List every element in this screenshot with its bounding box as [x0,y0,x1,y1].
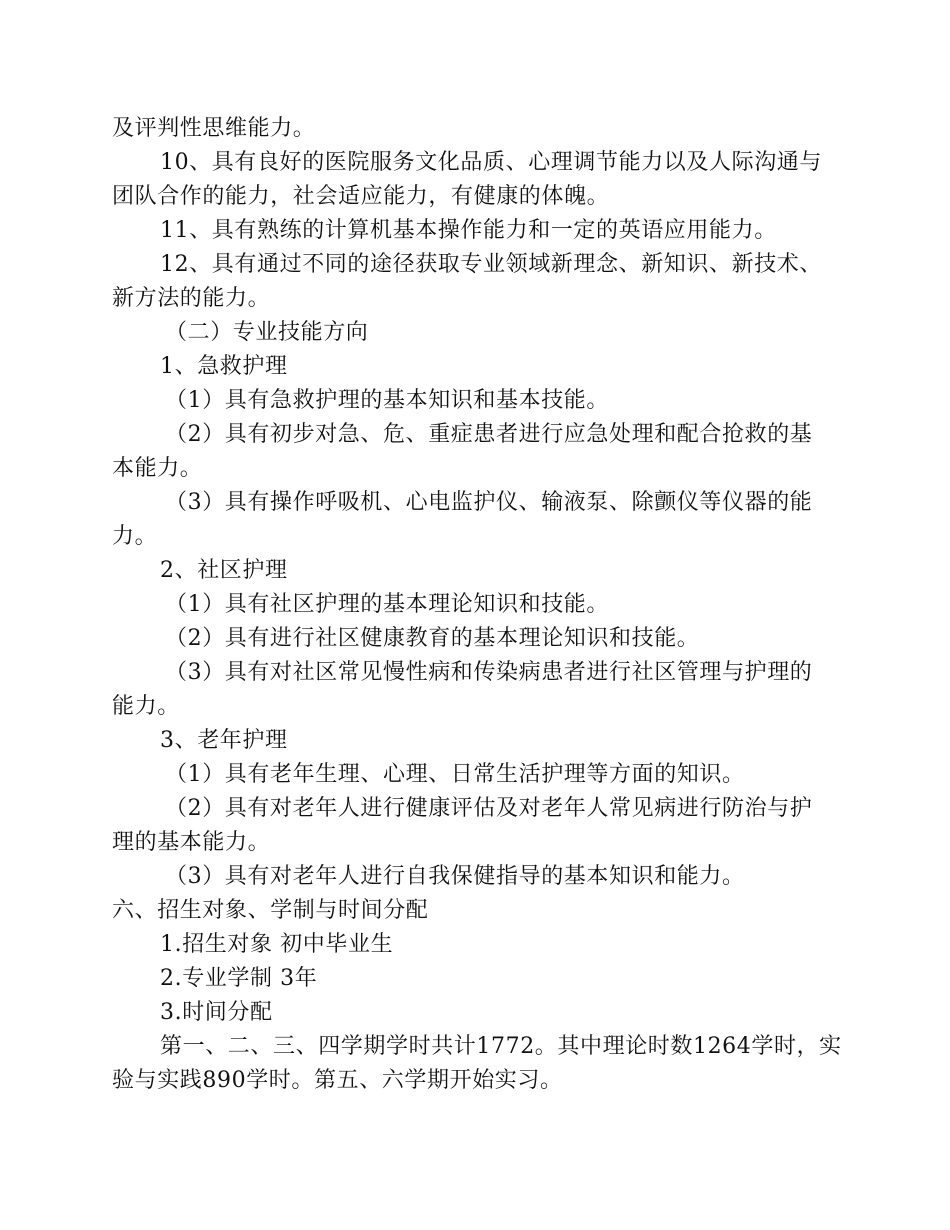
list-item: （1）具有急救护理的基本知识和基本技能。 [165,388,609,413]
paragraph-line: 新方法的能力。 [112,286,271,311]
subsection-heading: 1、急救护理 [160,354,288,379]
list-item: 2.专业学制 3年 [160,966,318,991]
list-item: （3）具有操作呼吸机、心电监护仪、输液泵、除颤仪等仪器的能 [165,490,813,515]
section-heading: （二）专业技能方向 [165,320,369,345]
paragraph-line: 力。 [112,524,158,549]
paragraph-line: 理的基本能力。 [112,830,271,855]
list-item: （1）具有老年生理、心理、日常生活护理等方面的知识。 [165,762,745,787]
list-item: （2）具有进行社区健康教育的基本理论知识和技能。 [165,626,700,651]
section-heading: 六、招生对象、学制与时间分配 [112,898,429,923]
paragraph-line: 能力。 [112,694,180,719]
paragraph-line: 10、具有良好的医院服务文化品质、心理调节能力以及人际沟通与 [160,150,822,175]
paragraph-line: 团队合作的能力，社会适应能力，有健康的体魄。 [112,184,610,209]
list-item: （2）具有初步对急、危、重症患者进行应急处理和配合抢救的基 [165,422,813,447]
list-item: （3）具有对老年人进行自我保健指导的基本知识和能力。 [165,864,745,889]
list-item: 3.时间分配 [160,1000,273,1025]
list-item: 1.招生对象 初中毕业生 [160,932,394,957]
paragraph-line: 验与实践890学时。第五、六学期开始实习。 [112,1068,563,1093]
paragraph-line: 12、具有通过不同的途径获取专业领域新理念、新知识、新技术、 [160,252,822,277]
paragraph-line: 及评判性思维能力。 [112,116,316,141]
paragraph-line: 第一、二、三、四学期学时共计1772。其中理论时数1264学时，实 [160,1034,842,1059]
list-item: （3）具有对社区常见慢性病和传染病患者进行社区管理与护理的 [165,660,813,685]
paragraph-line: 本能力。 [112,456,203,481]
list-item: （1）具有社区护理的基本理论知识和技能。 [165,592,609,617]
subsection-heading: 3、老年护理 [160,728,288,753]
paragraph-line: 11、具有熟练的计算机基本操作能力和一定的英语应用能力。 [160,218,777,243]
subsection-heading: 2、社区护理 [160,558,288,583]
list-item: （2）具有对老年人进行健康评估及对老年人常见病进行防治与护 [165,796,813,821]
